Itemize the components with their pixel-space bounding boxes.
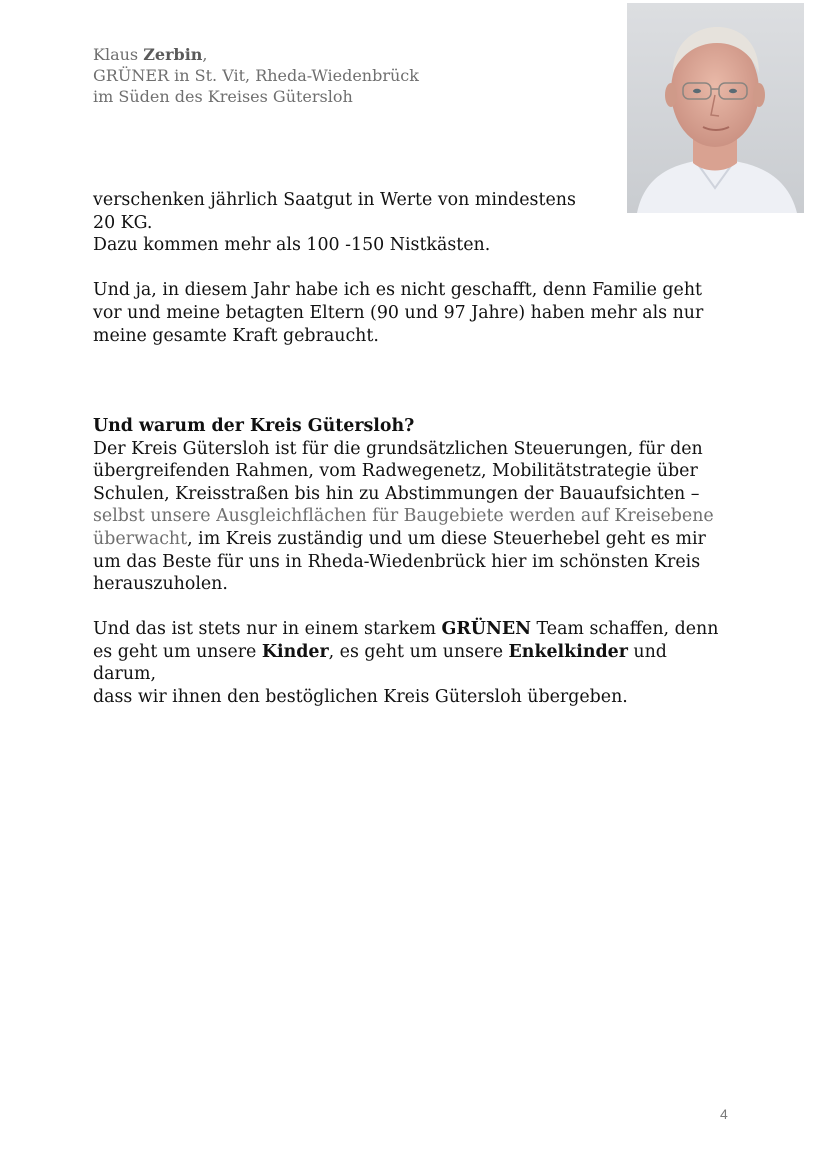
section-heading [93,415,733,438]
paragraph-spacer [93,596,733,619]
saatgut-line1: verschenken jährlich Saatgut in Werte von mindestens [93,190,576,210]
author-last-name: Zerbin [143,45,203,64]
kreis-line5-muted: überwacht [93,528,188,549]
closing-l2-b: , es geht um unsere [328,641,509,662]
closing-l2-a: es geht um unsere [93,641,262,662]
page-number: 4 [720,1106,728,1122]
kreis-line4: selbst unsere Ausgleichflächen für Baugebiete werden auf Kreisebene [93,506,714,527]
saatgut-line2: 20 KG. [93,212,153,233]
kreis-line3: Schulen, Kreisstraßen bis hin zu Abstimmungen der Bauaufsichten – [93,483,700,504]
closing-l2-bold1: Kinder [261,641,329,662]
family-line2: vor und meine betagten Eltern (90 und 97 Jahre) haben mehr als nur [93,302,704,323]
portrait-illustration [627,3,804,213]
closing-line2 [93,641,733,686]
kreis-line6: um das Beste für uns in Rheda-Wiedenbrück hier im schönsten Kreis [93,551,701,572]
author-first-name: Klaus [93,45,139,64]
section-spacer [93,347,733,415]
closing-l1-b: Team schaffen, denn [531,619,719,640]
kreis-line5-rest: , im Kreis zuständig und um diese Steuerhebel geht es mir [187,528,706,549]
kreis-line5 [93,528,733,551]
nistkaesten-line: Dazu kommen mehr als 100 -150 Nistkästen. [93,235,491,256]
author-name-suffix: , [202,45,208,64]
closing-l2-c: und darum, [93,641,667,685]
closing-line3: dass wir ihnen den bestöglichen Kreis Gütersloh übergeben. [93,687,628,708]
closing-l1-bold: GRÜNEN [441,619,531,640]
author-name-line [93,44,419,65]
kreis-line2: übergreifenden Rahmen, vom Radwegenetz, Mobilitätstrategie über [93,461,698,482]
family-line1: Und ja, in diesem Jahr habe ich es nicht geschafft, denn Familie geht [93,280,703,301]
family-line3: meine gesamte Kraft gebraucht. [93,325,379,346]
closing-line1 [93,618,733,641]
document-body [93,189,733,709]
author-photo [627,3,804,213]
kreis-line1: Der Kreis Gütersloh ist für die grundsätzlichen Steuerungen, für den [93,438,703,459]
closing-l2-bold2: Enkelkinder [508,641,628,662]
author-header [93,44,419,107]
author-role: GRÜNER in St. Vit, Rheda-Wiedenbrück [93,66,419,85]
author-region: im Süden des Kreises Gütersloh [93,87,353,106]
paragraph-spacer [93,257,733,280]
closing-l1-a: Und das ist stets nur in einem starkem [93,619,442,640]
section-heading-text: Und warum der Kreis Gütersloh? [93,415,415,436]
kreis-line7: herauszuholen. [93,574,228,595]
